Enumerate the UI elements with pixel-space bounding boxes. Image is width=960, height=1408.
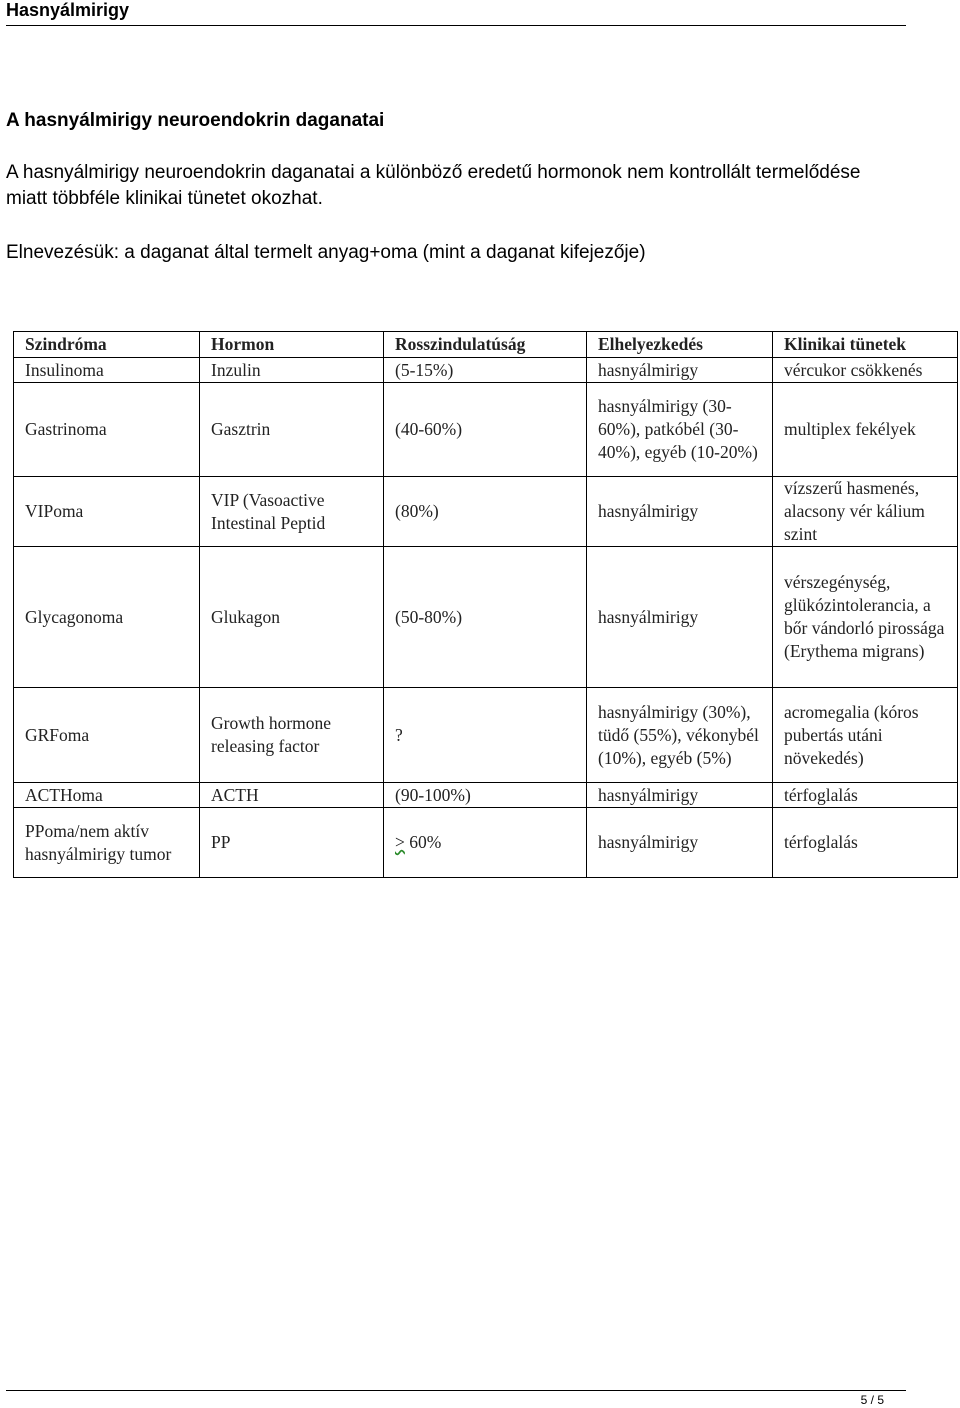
cell-malignancy: (50-80%) (384, 547, 587, 688)
cell-malignancy: (5-15%) (384, 358, 587, 383)
cell-location: hasnyálmirigy (30-60%), patkóbél (30-40%), egyéb (10-20%) (587, 383, 773, 477)
table-row (14, 808, 958, 878)
syndrome-table-container (13, 331, 957, 878)
cell-symptoms: vérszegénység, glükózintolerancia, a bőr vándorló pirossága (Erythema migrans) (773, 547, 958, 688)
table-row (14, 688, 958, 783)
header-location: Elhelyezkedés (587, 332, 773, 358)
cell-syndrome: ACTHoma (14, 783, 200, 808)
cell-hormone: Inzulin (200, 358, 384, 383)
footer-divider (6, 1390, 906, 1391)
cell-symptoms: térfoglalás (773, 783, 958, 808)
header-syndrome: Szindróma (14, 332, 200, 358)
malignancy-value: 60% (409, 832, 442, 852)
cell-location: hasnyálmirigy (30%), tüdő (55%), vékonybél (10%), egyéb (5%) (587, 688, 773, 783)
cell-syndrome: GRFoma (14, 688, 200, 783)
cell-hormone: Growth hormone releasing factor (200, 688, 384, 783)
cell-location: hasnyálmirigy (587, 547, 773, 688)
header-hormone: Hormon (200, 332, 384, 358)
cell-hormone: Glukagon (200, 547, 384, 688)
header-title: Hasnyálmirigy (6, 0, 130, 20)
syndrome-table (13, 331, 958, 878)
cell-hormone: VIP (Vasoactive Intestinal Peptid (200, 477, 384, 547)
cell-malignancy: (40-60%) (384, 383, 587, 477)
cell-location: hasnyálmirigy (587, 358, 773, 383)
cell-symptoms: vízszerű hasmenés, alacsony vér kálium szint (773, 477, 958, 547)
page-header (6, 0, 906, 26)
cell-location: hasnyálmirigy (587, 783, 773, 808)
cell-malignancy: (90-100%) (384, 783, 587, 808)
cell-symptoms: acromegalia (kóros pubertás utáni növekedés) (773, 688, 958, 783)
table-header-row (14, 332, 958, 358)
greater-equal-symbol: > (395, 832, 405, 852)
cell-hormone: PP (200, 808, 384, 878)
cell-location: hasnyálmirigy (587, 808, 773, 878)
cell-malignancy: ? (384, 688, 587, 783)
cell-syndrome: Insulinoma (14, 358, 200, 383)
table-row (14, 383, 958, 477)
table-row (14, 547, 958, 688)
cell-symptoms: vércukor csökkenés (773, 358, 958, 383)
section-title: A hasnyálmirigy neuroendokrin daganatai (6, 110, 385, 131)
cell-hormone: Gasztrin (200, 383, 384, 477)
cell-malignancy (384, 808, 587, 878)
table-row (14, 783, 958, 808)
table-row (14, 477, 958, 547)
cell-syndrome: Gastrinoma (14, 383, 200, 477)
cell-location: hasnyálmirigy (587, 477, 773, 547)
cell-symptoms: térfoglalás (773, 808, 958, 878)
naming-paragraph: Elnevezésük: a daganat által termelt anyag+oma (mint a daganat kifejezője) (6, 242, 646, 263)
page-number: 5 / 5 (860, 1393, 884, 1407)
cell-syndrome: Glycagonoma (14, 547, 200, 688)
cell-syndrome: PPoma/nem aktív hasnyálmirigy tumor (14, 808, 200, 878)
cell-hormone: ACTH (200, 783, 384, 808)
cell-syndrome: VIPoma (14, 477, 200, 547)
cell-symptoms: multiplex fekélyek (773, 383, 958, 477)
header-malignancy: Rosszindulatúság (384, 332, 587, 358)
intro-paragraph: A hasnyálmirigy neuroendokrin daganatai a különböző eredetű hormonok nem kontrollált termelődése miatt többféle klinikai tünetet okozhat. (6, 162, 861, 209)
cell-malignancy: (80%) (384, 477, 587, 547)
table-row (14, 358, 958, 383)
header-clinical-symptoms: Klinikai tünetek (773, 332, 958, 358)
